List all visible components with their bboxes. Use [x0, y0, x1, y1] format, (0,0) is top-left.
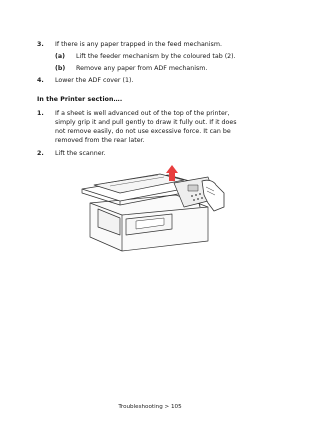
scanner-lift-illustration	[76, 163, 226, 258]
printer-step-1-line-3: not remove easily, do not use excessive force. It can be	[55, 128, 231, 135]
printer-step-1-line-4: removed from the rear later.	[55, 137, 145, 144]
step-3-number: 3.	[37, 41, 44, 48]
substep-b-text: Remove any paper from ADF mechanism.	[76, 65, 208, 72]
substep-b-label: (b)	[55, 65, 66, 72]
printer-step-2-text: Lift the scanner.	[55, 150, 106, 157]
section-heading: In the Printer section….	[37, 96, 123, 103]
step-3-text: If there is any paper trapped in the feed mechanism.	[55, 41, 222, 48]
step-4-text: Lower the ADF cover (1).	[55, 77, 134, 84]
printer-step-1-number: 1.	[37, 110, 44, 117]
printer-step-1-line-1: If a sheet is well advanced out of the top of the printer,	[55, 110, 230, 117]
substep-a-label: (a)	[55, 53, 66, 60]
printer-step-2-number: 2.	[37, 150, 44, 157]
printer-step-1-line-2: simply grip it and pull gently to draw it fully out. If it does	[55, 119, 237, 126]
substep-a-text: Lift the feeder mechanism by the coloured tab (2).	[76, 53, 236, 60]
step-4-number: 4.	[37, 77, 44, 84]
page-footer: Troubleshooting > 105	[118, 404, 182, 410]
